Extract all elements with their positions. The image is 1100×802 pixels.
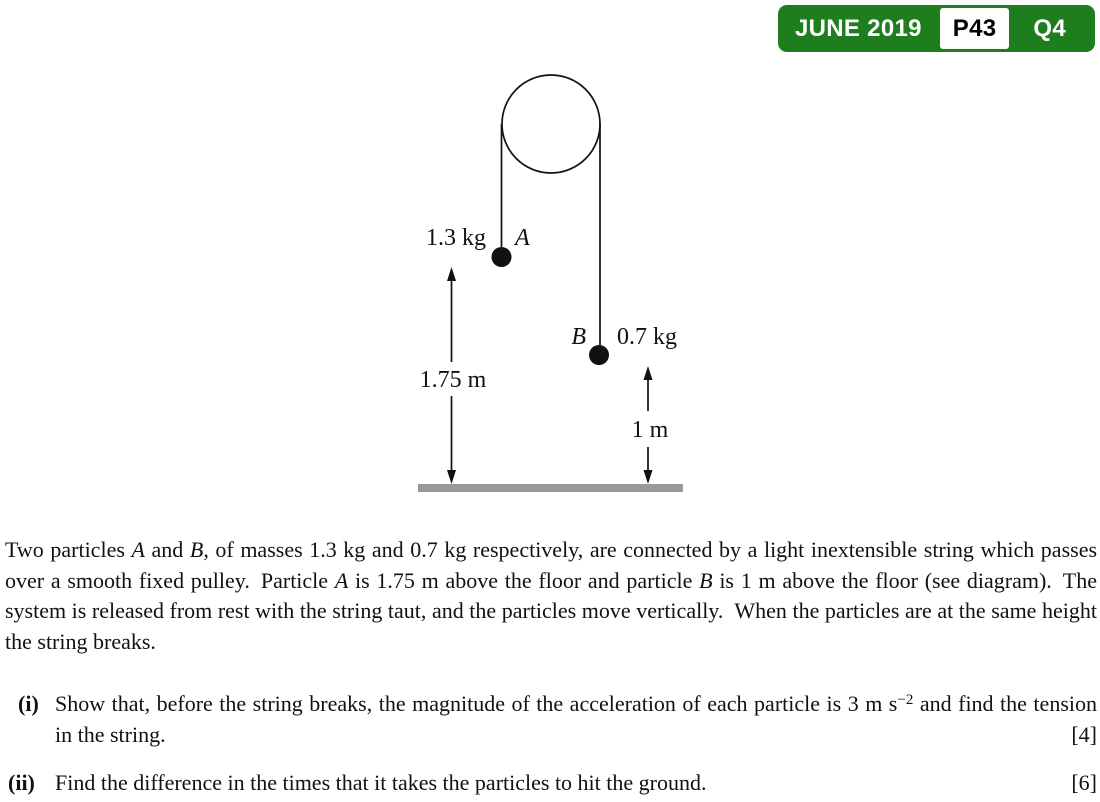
badge-question-label: Q4	[1033, 14, 1067, 42]
question-part-i	[0, 688, 1100, 750]
badge-session-label: JUNE 2019	[795, 14, 922, 42]
height-b-label: 1 m	[631, 417, 669, 443]
question-ii-label: (ii)	[8, 770, 35, 795]
floor-bar	[418, 484, 683, 492]
particle-a	[492, 247, 512, 267]
mass-a-label: 1.3 kg	[426, 225, 486, 251]
pulley-diagram	[380, 60, 700, 500]
particle-a-label: A	[515, 225, 530, 251]
question-i-text: Show that, before the string breaks, the magnitude of the acceleration of each particle is 3 m $s^{-2}$ and find the tension in the string.	[55, 691, 1097, 747]
question-ii-text: Find the difference in the times that it takes the particles to hit the ground.	[55, 770, 707, 795]
question-part-ii	[0, 767, 1100, 798]
problem-statement: Two particles A and B, of masses 1.3 kg and 0.7 kg respectively, are connected by a light inextensible string which passes over a smooth fixed pulley. Particle A is 1.75 m above the floor and particle B is 1 m above the floor (see diagram). The system is released from rest with the string taut, and the particles move vertically. When the particles are at the same height the string breaks.	[5, 537, 1098, 654]
question-i-label: (i)	[18, 691, 39, 716]
question-ii-marks: [6]	[1071, 770, 1097, 795]
question-i-marks: [4]	[1071, 722, 1097, 747]
mass-b-label: 0.7 kg	[617, 324, 677, 350]
pulley-circle	[502, 75, 600, 173]
badge-paper-label: P43	[940, 8, 1010, 49]
particle-b-label: B	[571, 324, 586, 350]
particle-b	[589, 345, 609, 365]
height-a-label: 1.75 m	[419, 367, 487, 393]
question-badge	[778, 5, 1095, 52]
